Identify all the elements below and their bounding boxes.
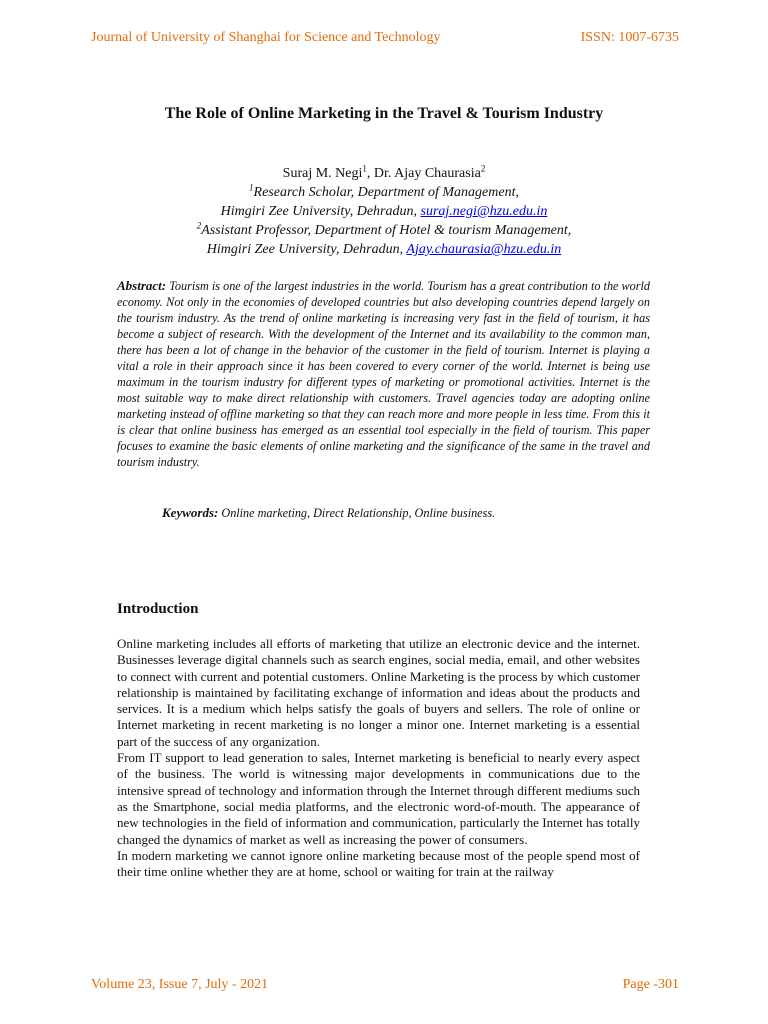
introduction-body <box>117 636 640 880</box>
keywords-text: Online marketing, Direct Relationship, Online business. <box>221 506 496 520</box>
email-link[interactable]: Ajay.chaurasia@hzu.edu.in <box>406 242 562 257</box>
author-name: Dr. Ajay Chaurasia <box>373 166 481 181</box>
author-sup: 2 <box>480 163 486 174</box>
affiliation-text: Himgiri Zee University, Dehradun, <box>220 204 421 219</box>
volume-issue: Volume 23, Issue 7, July - 2021 <box>91 977 269 992</box>
paper-title: The Role of Online Marketing in the Travel & Tourism Industry <box>164 105 604 122</box>
affiliation-text: Himgiri Zee University, Dehradun, <box>206 242 407 257</box>
issn: ISSN: 1007-6735 <box>580 30 679 45</box>
affiliation-1-line-1 <box>90 183 678 202</box>
journal-name: Journal of University of Shanghai for Science and Technology <box>91 30 441 45</box>
email-link[interactable]: suraj.negi@hzu.edu.in <box>420 204 548 219</box>
author-name: Suraj M. Negi <box>282 166 363 181</box>
author-sup: 1 <box>362 163 367 174</box>
running-footer <box>91 977 679 993</box>
paragraph: In modern marketing we cannot ignore online marketing because most of the people spend most of their time online whether they are at home, school or waiting for train at the railway <box>117 847 640 880</box>
running-header <box>91 30 679 46</box>
affiliation-text: Research Scholar, Department of Management, <box>253 185 519 200</box>
author-line <box>90 164 678 183</box>
author-separator: , <box>366 166 374 181</box>
page-number: Page -301 <box>622 977 679 992</box>
paragraph: Online marketing includes all efforts of marketing that utilize an electronic device and the internet. Businesses leverage digital channels such as search engines, social media, email, and other websites to connect with current and potential customers. Online Marketing is the process by which customer relationship is maintained by facilitating exchange of information and ideas about the products and services. It is a medium which helps satisfy the goals of buyers and sellers. The role of online or Internet marketing in recent marketing is no longer a minor one. Internet marketing is a essential part of the success of any organization. <box>117 636 640 749</box>
keywords <box>162 505 668 521</box>
affiliation-2-line-1 <box>90 221 678 240</box>
affiliation-sup: 2 <box>196 220 202 231</box>
keywords-label: Keywords: <box>162 505 219 520</box>
affiliation-text: Assistant Professor, Department of Hotel & tourism Management, <box>201 223 572 238</box>
affiliation-2-line-2 <box>90 240 678 259</box>
abstract <box>117 278 650 470</box>
affiliation-sup: 1 <box>249 182 254 193</box>
affiliation-1-line-2 <box>90 202 678 221</box>
author-block <box>90 164 678 259</box>
paragraph: From IT support to lead generation to sales, Internet marketing is beneficial to nearly every aspect of the business. The world is witnessing major developments in communications due to the intensive spread of technology and information through the Internet through different mediums such as the Smartphone, social media platforms, and the electronic word-of-mouth. The appearance of new technologies in the field of information and communication, particularly the Internet has totally changed the dynamics of market as well as increasing the power of consumers. <box>117 750 640 847</box>
section-heading: Introduction <box>117 601 199 617</box>
abstract-label: Abstract: <box>117 278 167 293</box>
abstract-text: Tourism is one of the largest industries in the world. Tourism has a great contribution to the world economy. Not only in the economies of developed countries but also developing countries depend largely on the tourism industry. As the trend of online marketing is increasing very fast in the field of tourism, it has become a subject of research. With the development of the Internet and its availability to the common man, there has been a lot of change in the behavior of the customer in the field of tourism. Internet is playing a vital a role in their approach since it has been covered to every corner of the world. Internet is being use maximum in the tourism industry for different types of marketing or promotional activities. Internet is the most suitable way to make direct relationship with customers. Travel agencies today are adopting online marketing instead of offline marketing so that they can reach more and more people in less time. From this it is clear that online business has emerged as an essential tool especially in the field of tourism. This paper focuses to examine the basic elements of online marketing and the significance of the same in the travel and tourism industry. <box>117 279 650 469</box>
